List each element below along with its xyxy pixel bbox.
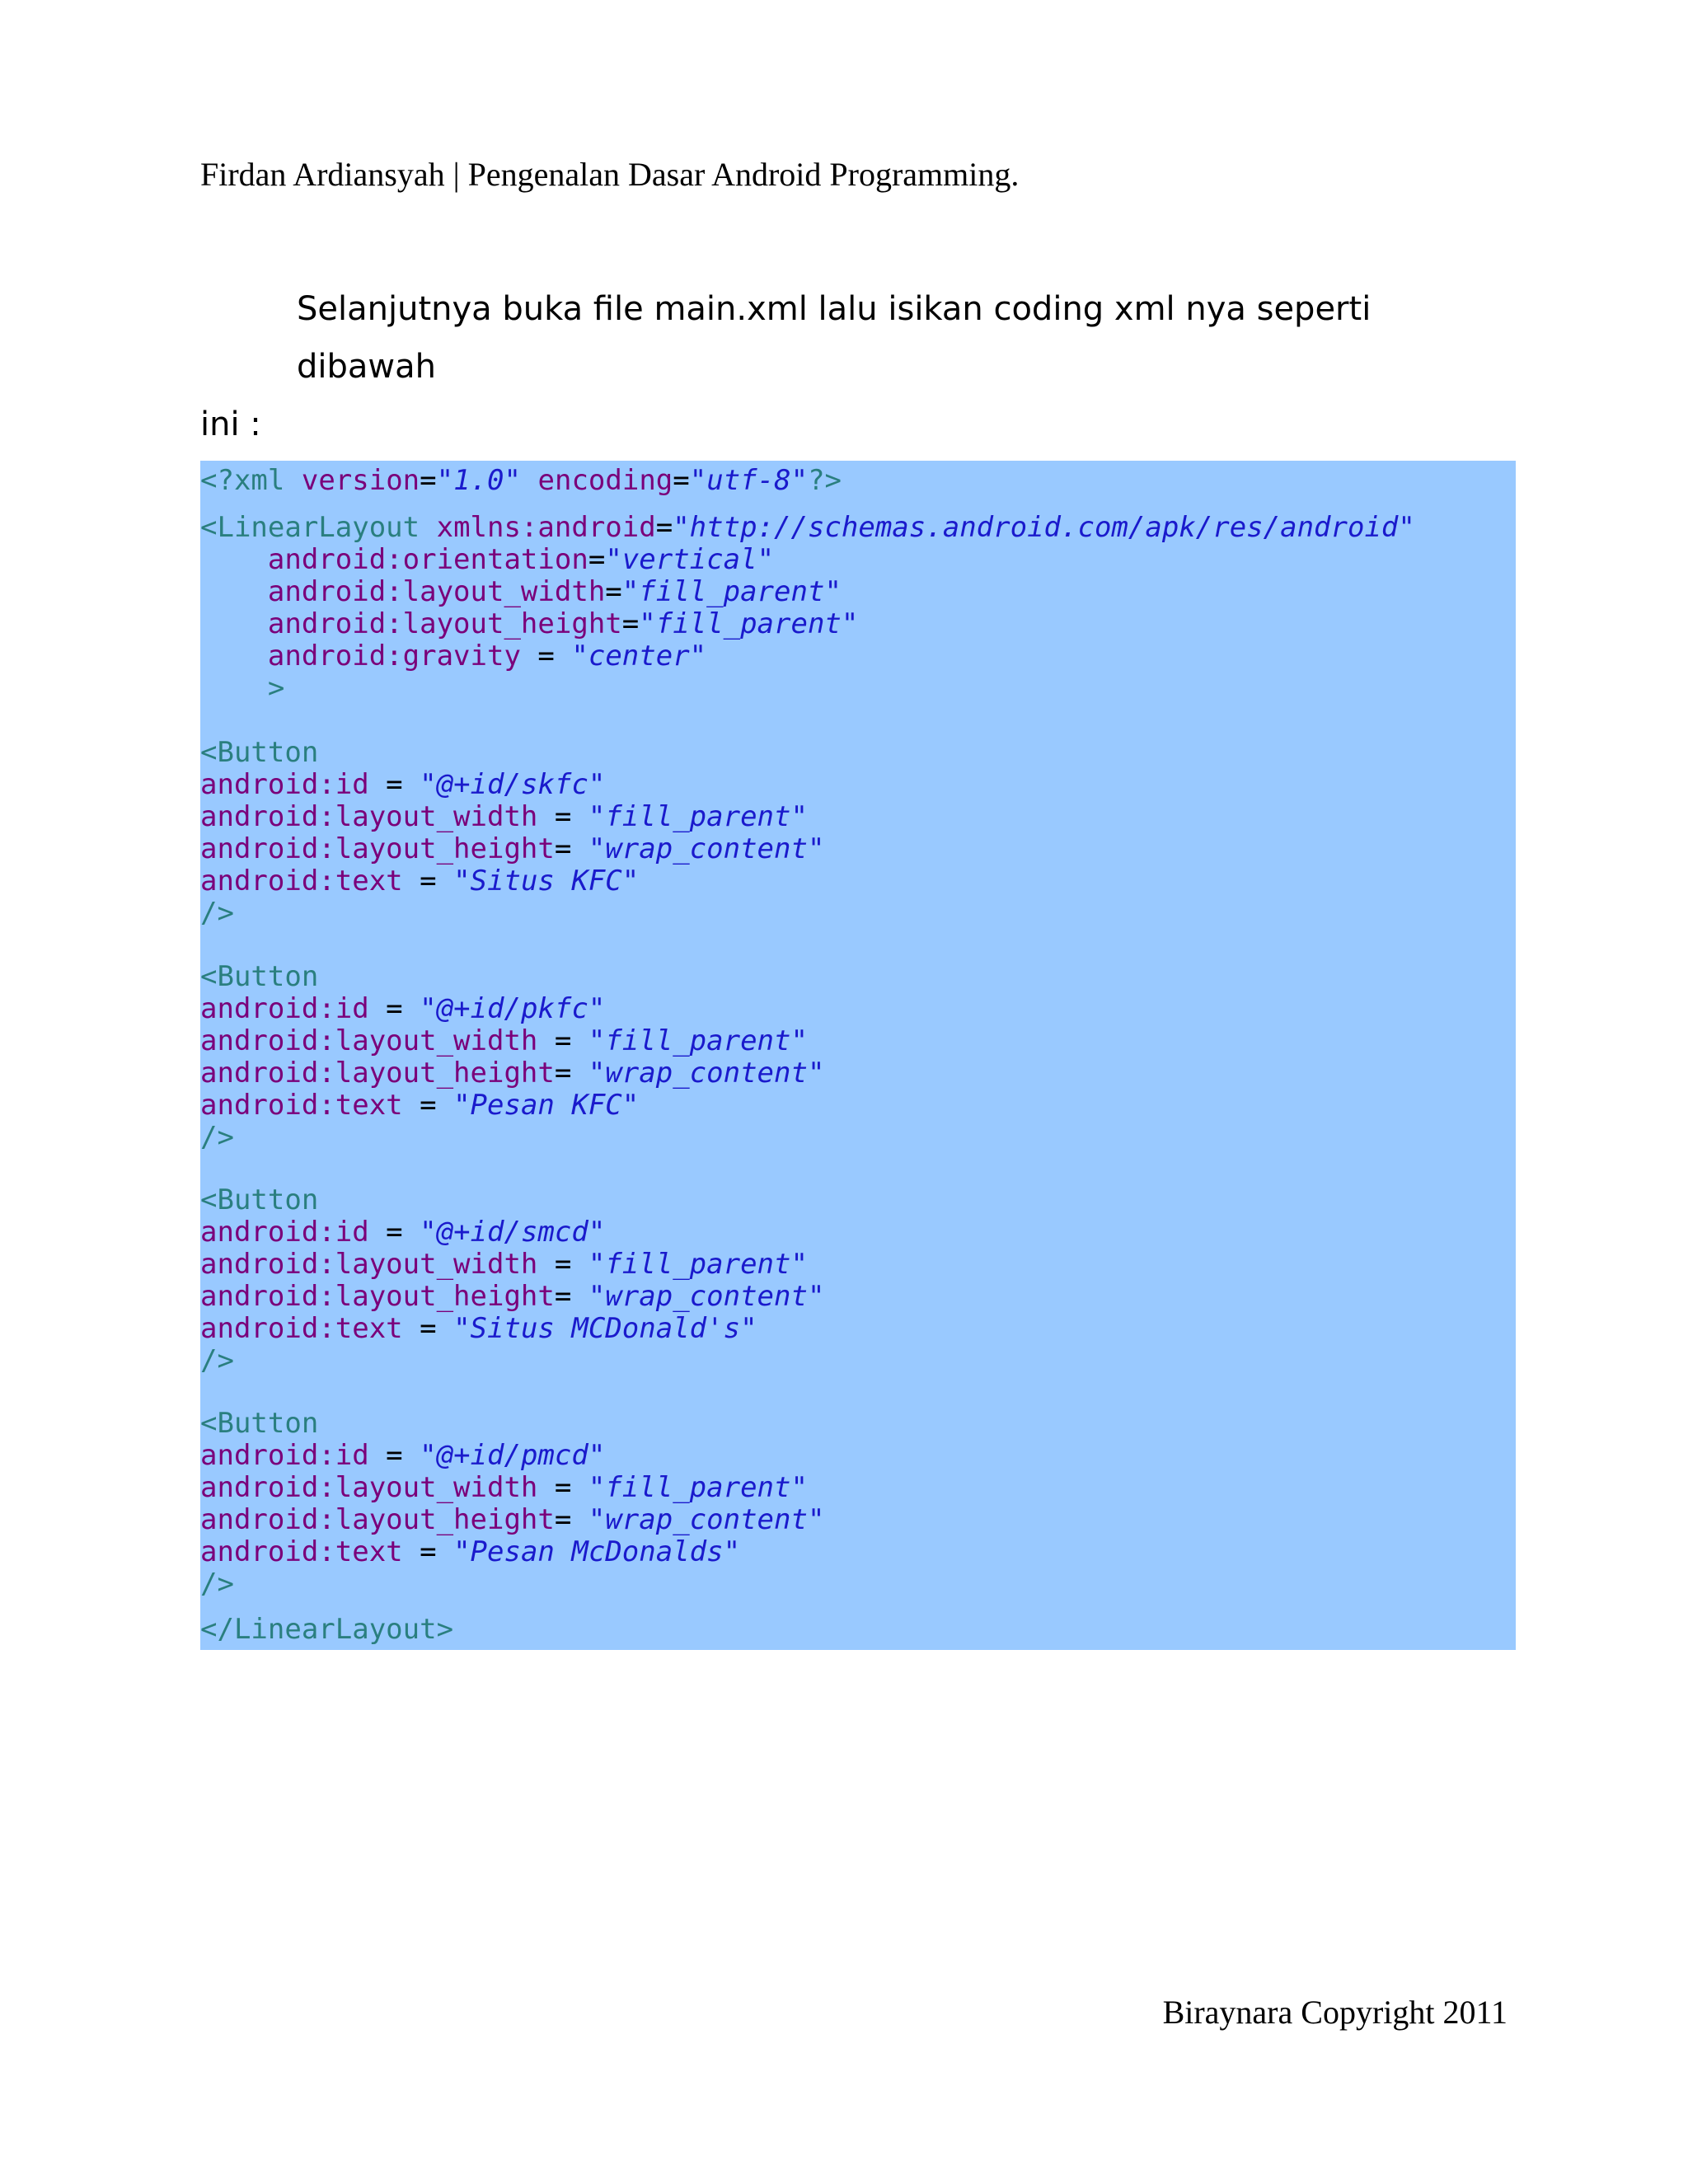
code-line-button-id: android:id = "@+id/pmcd" xyxy=(200,1439,606,1472)
code-line-button-open: <Button xyxy=(200,960,319,993)
code-line-button-open: <Button xyxy=(200,736,319,769)
code-line-button-width: android:layout_width = "fill_parent" xyxy=(200,1248,808,1281)
code-line-button-width: android:layout_width = "fill_parent" xyxy=(200,1471,808,1504)
code-line-orientation: android:orientation="vertical" xyxy=(267,543,775,576)
intro-line-1: Selanjutnya buka file main.xml lalu isikan coding xml nya seperti dibawah xyxy=(297,290,1372,386)
code-line-button-open: <Button xyxy=(200,1183,319,1216)
code-line-button-close: /> xyxy=(200,1568,234,1601)
code-line-button-close: /> xyxy=(200,897,234,930)
page-footer: Biraynara Copyright 2011 xyxy=(1162,1994,1507,2031)
code-line-button-id: android:id = "@+id/pkfc" xyxy=(200,992,606,1025)
code-line-button-height: android:layout_height= "wrap_content" xyxy=(200,1057,825,1090)
code-line-button-text: android:text = "Situs KFC" xyxy=(200,865,640,898)
code-line-gravity: android:gravity = "center" xyxy=(267,640,707,673)
code-line-button-id: android:id = "@+id/skfc" xyxy=(200,768,606,801)
page-header: Firdan Ardiansyah | Pengenalan Dasar Android Programming. xyxy=(200,156,1020,193)
code-line-button-height: android:layout_height= "wrap_content" xyxy=(200,1280,825,1313)
code-line-button-height: android:layout_height= "wrap_content" xyxy=(200,832,825,865)
code-line-button-close: /> xyxy=(200,1344,234,1377)
code-line-button-height: android:layout_height= "wrap_content" xyxy=(200,1503,825,1536)
code-line-xml-declaration: <?xml version="1.0" encoding="utf-8"?> xyxy=(200,464,842,497)
intro-line-2: ini : xyxy=(200,405,261,443)
code-line-button-text: android:text = "Pesan KFC" xyxy=(200,1089,640,1122)
code-line-close-bracket: > xyxy=(267,672,285,705)
code-line-linearlayout-close: </LinearLayout> xyxy=(200,1613,454,1646)
code-line-button-close: /> xyxy=(200,1121,234,1154)
code-line-linearlayout-open: <LinearLayout xmlns:android="http://schemas.android.com/apk/res/android" xyxy=(200,511,1415,544)
code-line-button-open: <Button xyxy=(200,1407,319,1440)
code-line-button-width: android:layout_width = "fill_parent" xyxy=(200,800,808,833)
code-line-layout-height: android:layout_height="fill_parent" xyxy=(267,607,859,640)
code-line-button-text: android:text = "Situs MCDonald's" xyxy=(200,1312,757,1345)
code-line-button-id: android:id = "@+id/smcd" xyxy=(200,1216,606,1249)
code-block xyxy=(200,461,1516,1650)
code-line-layout-width: android:layout_width="fill_parent" xyxy=(267,575,842,608)
code-line-button-text: android:text = "Pesan McDonalds" xyxy=(200,1535,741,1568)
code-line-button-width: android:layout_width = "fill_parent" xyxy=(200,1024,808,1057)
intro-paragraph xyxy=(200,280,1519,453)
